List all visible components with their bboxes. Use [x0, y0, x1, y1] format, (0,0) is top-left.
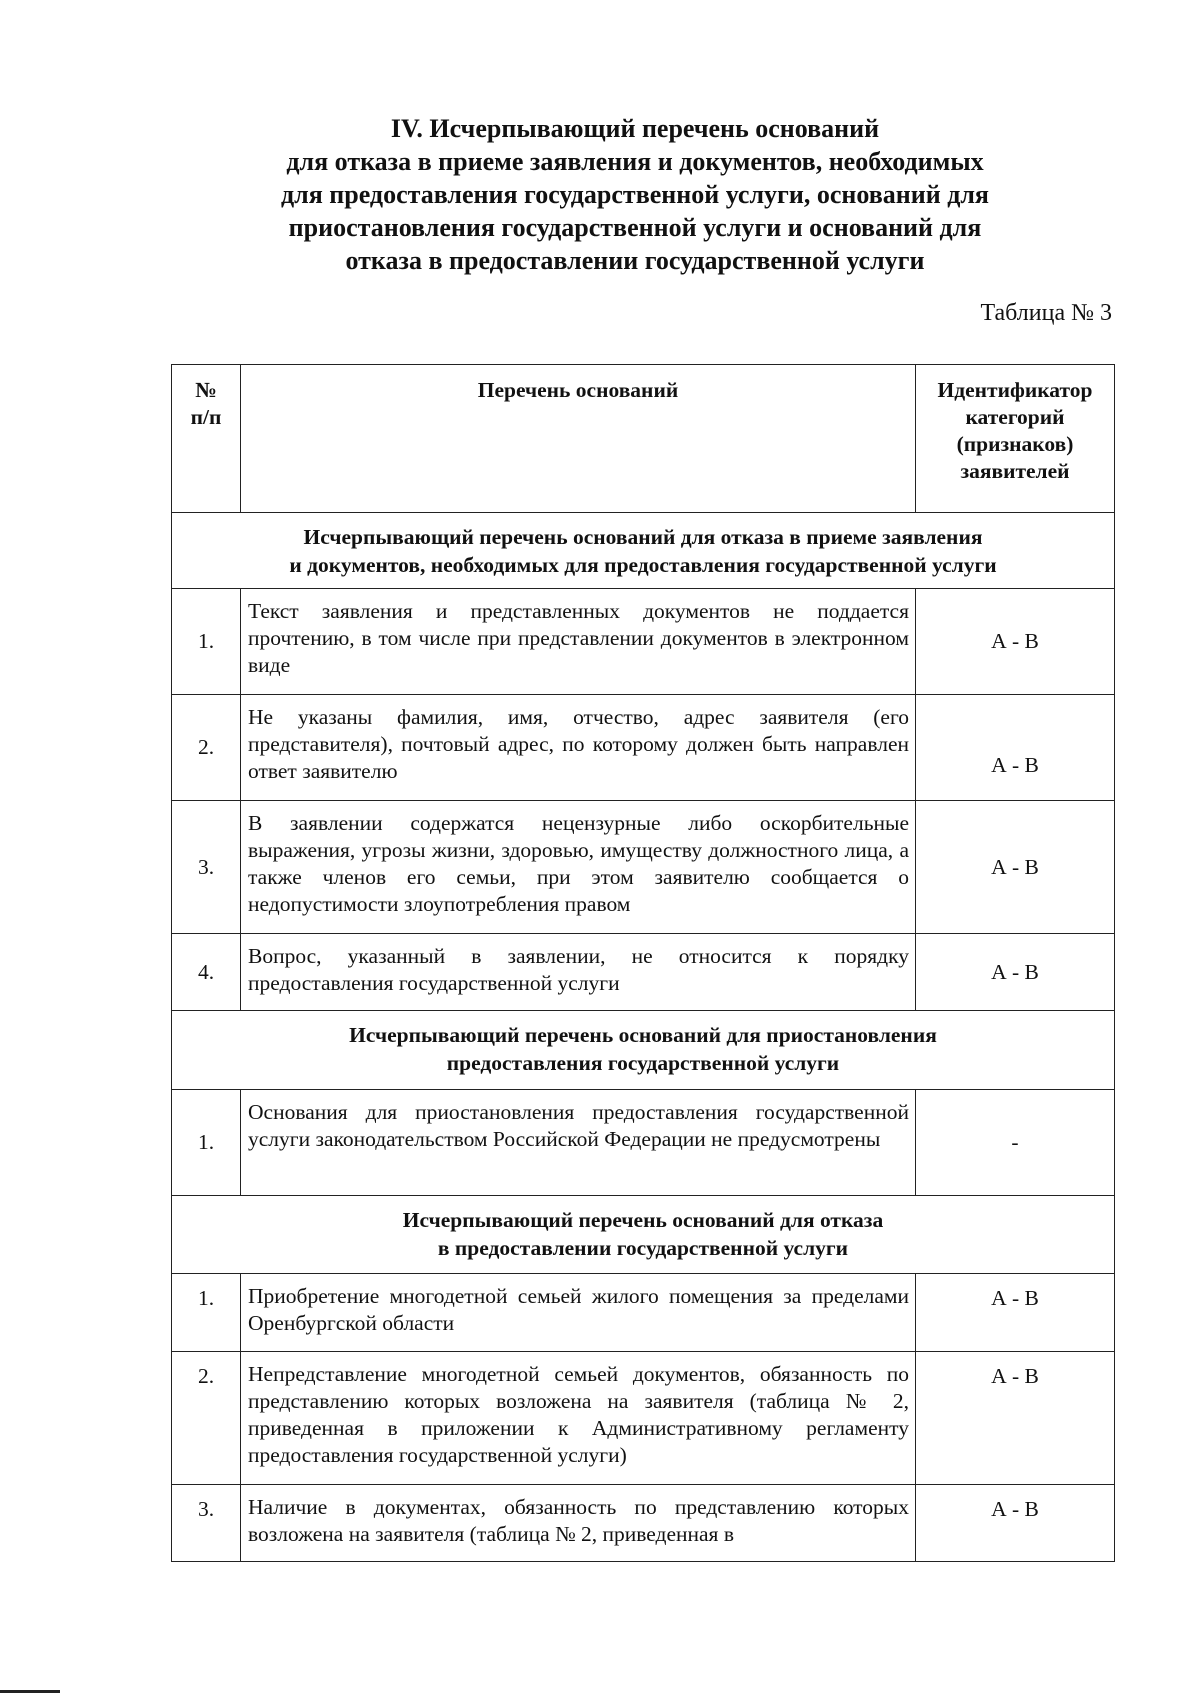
row-number: 1.: [172, 1274, 241, 1352]
section-heading-row: [172, 1196, 1115, 1274]
table-row: [172, 1485, 1115, 1562]
title-line: отказа в предоставлении государственной услуги: [345, 246, 925, 275]
row-identifier: -: [916, 1090, 1115, 1196]
header-identifier: [916, 365, 1115, 513]
section-heading-line: Исчерпывающий перечень оснований для отказа в приеме заявления: [303, 525, 983, 549]
row-identifier: А - В: [916, 1352, 1115, 1485]
header-identifier-line: Идентификатор: [937, 378, 1093, 402]
title-line: приостановления государственной услуги и оснований для: [288, 213, 982, 242]
row-text: В заявлении содержатся нецензурные либо оскорбительные выражения, угрозы жизни, здоровью, имуществу должностного лица, а также членов его семьи, при этом заявителю сообщается о недопустимости злоупотребления правом: [241, 801, 916, 934]
row-identifier: А - В: [916, 801, 1115, 934]
title-line: для предоставления государственной услуги, оснований для: [280, 180, 990, 209]
section-heading-line: и документов, необходимых для предоставления государственной услуги: [289, 553, 997, 577]
table-row: [172, 801, 1115, 934]
section-heading: [172, 1196, 1115, 1274]
table-row: [172, 1352, 1115, 1485]
grounds-table: [171, 364, 1115, 1562]
table-row: [172, 1274, 1115, 1352]
row-identifier: А - В: [916, 695, 1115, 801]
row-identifier: А - В: [916, 1274, 1115, 1352]
header-identifier-line: заявителей: [960, 459, 1070, 483]
row-text: Непредставление многодетной семьей документов, обязанность по представлению которых возложена на заявителя (таблица № 2, приведенная в приложении к Административному регламенту предоставления государственной услуги): [241, 1352, 916, 1485]
row-text: Основания для приостановления предоставления государственной услуги законодательством Российской Федерации не предусмотрены: [241, 1090, 916, 1196]
document-title: [160, 112, 1110, 277]
header-identifier-line: (признаков): [956, 432, 1074, 456]
header-reasons: Перечень оснований: [241, 365, 916, 513]
section-heading-row: [172, 513, 1115, 589]
row-identifier: А - В: [916, 934, 1115, 1011]
table-header-row: [172, 365, 1115, 513]
header-number-line: п/п: [190, 405, 222, 429]
row-number: 4.: [172, 934, 241, 1011]
table-row: [172, 934, 1115, 1011]
row-identifier: А - В: [916, 1485, 1115, 1562]
row-number: 2.: [172, 1352, 241, 1485]
section-heading-line: Исчерпывающий перечень оснований для приостановления: [349, 1023, 937, 1047]
row-number: 3.: [172, 1485, 241, 1562]
row-text: Приобретение многодетной семьей жилого помещения за пределами Оренбургской области: [241, 1274, 916, 1352]
row-number: 1.: [172, 1090, 241, 1196]
row-text: Текст заявления и представленных документов не поддается прочтению, в том числе при представлении документов в электронном виде: [241, 589, 916, 695]
row-number: 3.: [172, 801, 241, 934]
row-number: 1.: [172, 589, 241, 695]
table-row: [172, 1090, 1115, 1196]
row-text: Наличие в документах, обязанность по представлению которых возложена на заявителя (таблица № 2, приведенная в: [241, 1485, 916, 1562]
section-heading-row: [172, 1011, 1115, 1090]
row-text: Не указаны фамилия, имя, отчество, адрес заявителя (его представителя), почтовый адрес, по которому должен быть направлен ответ заявителю: [241, 695, 916, 801]
section-heading: [172, 1011, 1115, 1090]
section-heading-line: в предоставлении государственной услуги: [437, 1236, 849, 1260]
table-caption: Таблица № 3: [980, 300, 1112, 326]
section-heading: [172, 513, 1115, 589]
section-heading-line: Исчерпывающий перечень оснований для отказа: [402, 1208, 884, 1232]
row-number: 2.: [172, 695, 241, 801]
header-number: [172, 365, 241, 513]
title-line: IV. Исчерпывающий перечень оснований: [390, 114, 880, 143]
header-identifier-line: категорий: [965, 405, 1065, 429]
table-row: [172, 695, 1115, 801]
table-row: [172, 589, 1115, 695]
header-number-line: №: [195, 378, 217, 402]
title-line: для отказа в приеме заявления и документов, необходимых: [286, 147, 984, 176]
section-heading-line: предоставления государственной услуги: [446, 1051, 840, 1075]
row-text: Вопрос, указанный в заявлении, не относится к порядку предоставления государственной услуги: [241, 934, 916, 1011]
row-identifier: А - В: [916, 589, 1115, 695]
